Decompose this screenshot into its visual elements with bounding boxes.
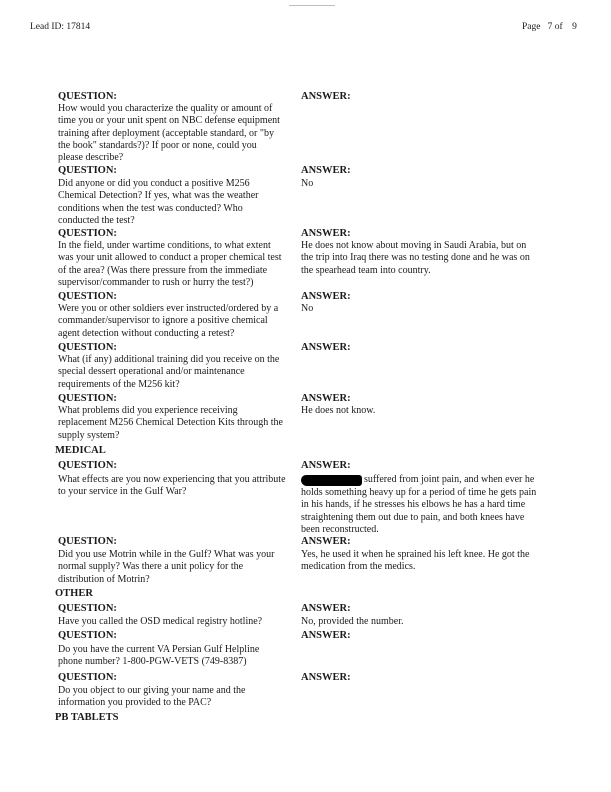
- answer-label: ANSWER:: [301, 672, 351, 683]
- question-text: What problems did you experience receiving replacement M256 Chemical Detection Kits through the supply system?: [58, 405, 283, 441]
- question-text: How would you characterize the quality or amount of time you or your unit spent on NBC defense equipment training after deployment (acceptable standard, or "by the book" standards?)? If poor or none, could you please describe?: [58, 103, 280, 164]
- answer-label: ANSWER:: [301, 342, 351, 353]
- answer-label: ANSWER:: [301, 536, 351, 547]
- question-label: QUESTION:: [58, 342, 117, 353]
- question-label: QUESTION:: [58, 672, 117, 683]
- question-text: What (if any) additional training did you receive on the special dessert operational and/or maintenance requirements of the M256 kit?: [58, 354, 280, 390]
- answer-text: No, provided the number.: [301, 616, 404, 627]
- question-label: QUESTION:: [58, 536, 117, 547]
- lead-id: Lead ID: 17814: [30, 22, 91, 32]
- question-label: QUESTION:: [58, 460, 117, 471]
- answer-label: ANSWER:: [301, 393, 351, 404]
- answer-label: ANSWER:: [301, 291, 351, 302]
- answer-label: ANSWER:: [301, 165, 351, 176]
- section-heading-other: OTHER: [55, 588, 93, 599]
- question-label: QUESTION:: [58, 393, 117, 404]
- answer-label: ANSWER:: [301, 630, 351, 641]
- answer-text: He does not know.: [301, 405, 376, 416]
- answer-label: ANSWER:: [301, 228, 351, 239]
- answer-text: He does not know about moving in Saudi Arabia, but on the trip into Iraq there was no testing done and he was on the spearhead team into country.: [301, 240, 530, 276]
- question-label: QUESTION:: [58, 603, 117, 614]
- page-number: Page 7 of 9: [522, 22, 577, 32]
- question-text: Do you have the current VA Persian Gulf Helpline phone number? 1-800-PGW-VETS (749-8387): [58, 644, 260, 668]
- answer-text: holds something heavy up for a period of time he gets pain in his hands, if he stresses his elbows he has a hard time straightening them out due to pain, and both knees have been reconstructed.: [301, 487, 537, 535]
- answer-label: ANSWER:: [301, 460, 351, 471]
- answer-text: Yes, he used it when he sprained his left knee. He got the medication from the medics.: [301, 549, 530, 573]
- question-label: QUESTION:: [58, 630, 117, 641]
- section-heading-pb-tablets: PB TABLETS: [55, 712, 119, 723]
- question-text: Did anyone or did you conduct a positive M256 Chemical Detection? If yes, what was the weather conditions when the test was conducted? Who conducted the test?: [58, 178, 259, 226]
- question-text: In the field, under wartime conditions, to what extent was your unit allowed to conduct a proper chemical test of the area? (Was there pressure from the immediate supervisor/commander to rush or hurry the test?): [58, 240, 282, 288]
- redaction-block: [301, 475, 362, 486]
- question-label: QUESTION:: [58, 91, 117, 102]
- question-text: Do you object to our giving your name and the information you provided to the PAC?: [58, 685, 246, 709]
- answer-label: ANSWER:: [301, 91, 351, 102]
- question-text: Were you or other soldiers ever instructed/ordered by a commander/supervisor to ignore a positive chemical agent detection without conducting a retest?: [58, 303, 279, 339]
- answer-text-first-line: suffered from joint pain, and when ever he: [364, 474, 535, 485]
- question-label: QUESTION:: [58, 228, 117, 239]
- question-text: What effects are you now experiencing that you attribute to your service in the Gulf War?: [58, 474, 286, 498]
- question-label: QUESTION:: [58, 291, 117, 302]
- answer-text: No: [301, 178, 314, 189]
- question-label: QUESTION:: [58, 165, 117, 176]
- question-text: Did you use Motrin while in the Gulf? What was your normal supply? Was there a unit policy for the distribution of Motrin?: [58, 549, 275, 585]
- section-heading-medical: MEDICAL: [55, 445, 106, 456]
- top-rule: [289, 5, 335, 6]
- answer-text: No: [301, 303, 314, 314]
- question-text: Have you called the OSD medical registry hotline?: [58, 616, 263, 627]
- answer-label: ANSWER:: [301, 603, 351, 614]
